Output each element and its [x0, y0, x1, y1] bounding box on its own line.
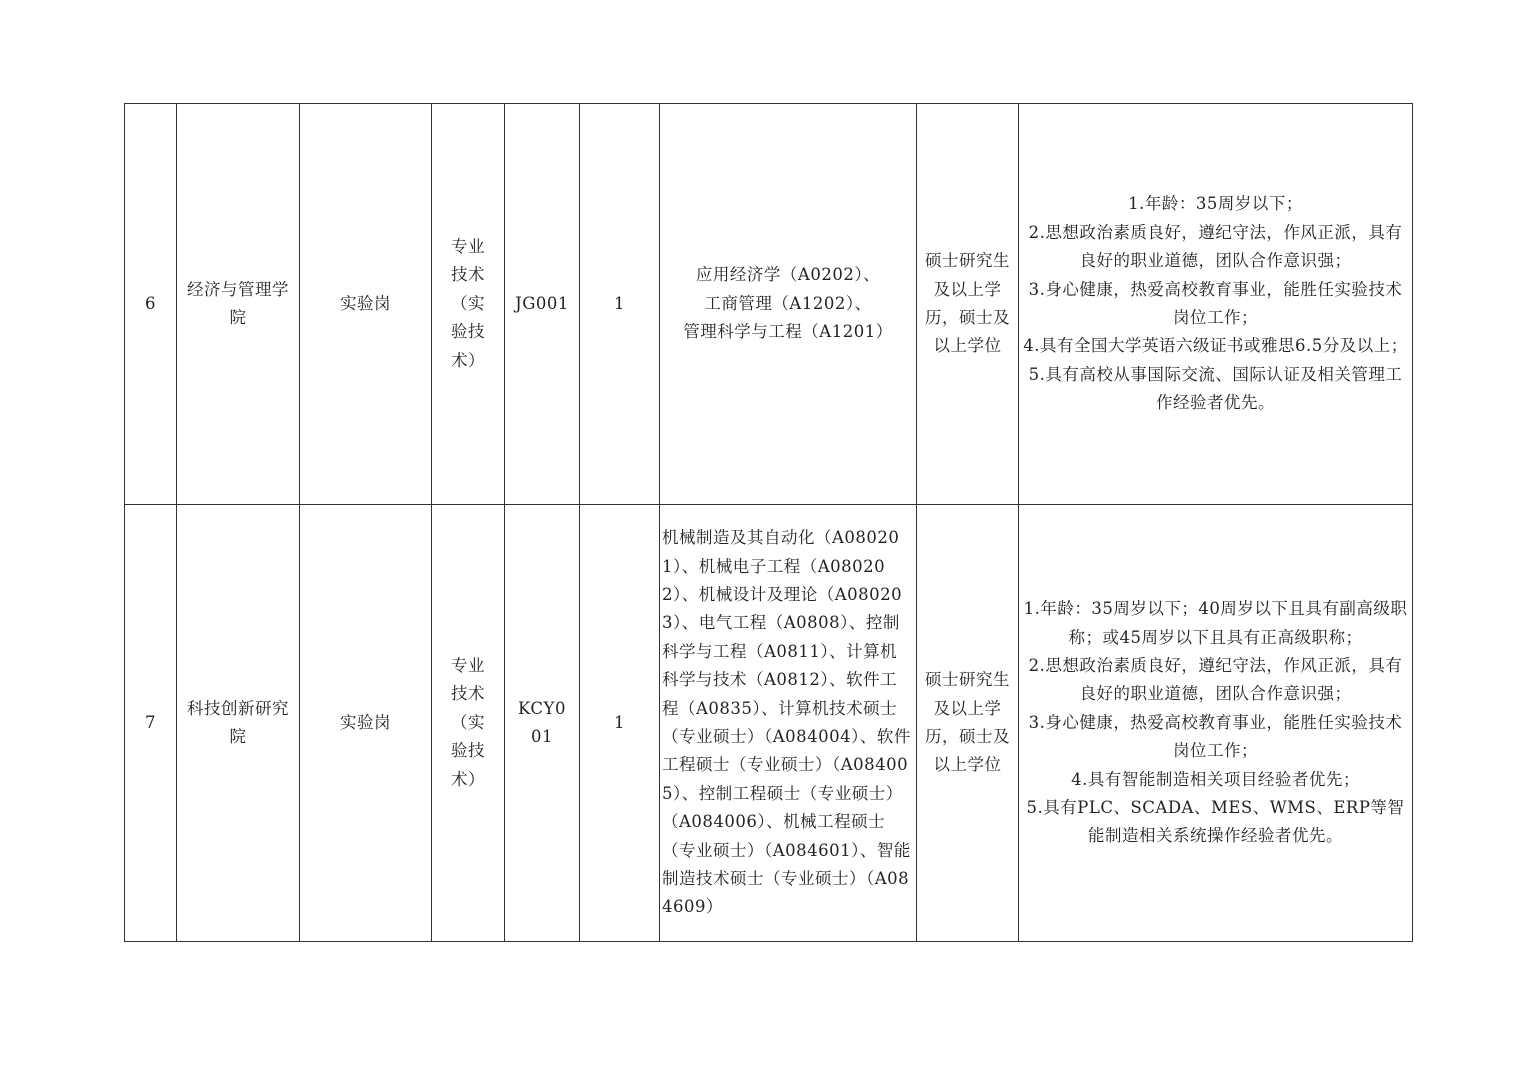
hire-count: 1	[580, 104, 660, 505]
table-row	[125, 104, 1413, 505]
other-requirements	[1019, 505, 1413, 942]
department: 经济与管理学院	[177, 104, 300, 505]
requirement-item: 4.具有智能制造相关项目经验者优先；	[1071, 769, 1360, 789]
department: 科技创新研究院	[177, 505, 300, 942]
row-number: 7	[125, 505, 177, 942]
position-category: 专业技术（实验技术）	[432, 505, 505, 942]
row-number: 6	[125, 104, 177, 505]
other-requirements	[1019, 104, 1413, 505]
major-requirements	[660, 505, 917, 942]
major-line: 管理科学与工程（A1201）	[683, 322, 893, 342]
major-line: 应用经济学（A0202）、	[695, 265, 881, 285]
requirement-item: 5.具有高校从事国际交流、国际认证及相关管理工作经验者优先。	[1028, 364, 1403, 413]
education-requirement: 硕士研究生及以上学历，硕士及以上学位	[917, 505, 1019, 942]
requirement-item: 1.年龄：35周岁以下；40周岁以下且具有副高级职称；或45周岁以下且具有正高级职称；	[1023, 599, 1408, 647]
requirement-item: 1.年龄：35周岁以下；	[1128, 194, 1303, 214]
requirement-item: 5.具有PLC、SCADA、MES、WMS、ERP等智能制造相关系统操作经验者优先。	[1026, 798, 1405, 846]
requirement-item: 2.思想政治素质良好，遵纪守法，作风正派，具有良好的职业道德，团队合作意识强；	[1028, 222, 1403, 271]
major-line: 工商管理（A1202）、	[704, 293, 872, 313]
education-requirement: 硕士研究生及以上学历，硕士及以上学位	[917, 104, 1019, 505]
position-type: 实验岗	[300, 505, 432, 942]
position-category: 专业技术（实验技术）	[432, 104, 505, 505]
position-code: KCY001	[505, 505, 580, 942]
requirement-item: 2.思想政治素质良好，遵纪守法，作风正派，具有良好的职业道德，团队合作意识强；	[1028, 655, 1403, 704]
requirement-item: 3.身心健康，热爱高校教育事业，能胜任实验技术岗位工作；	[1028, 279, 1403, 327]
recruitment-table	[124, 103, 1413, 942]
table-row	[125, 505, 1413, 942]
requirement-item: 4.具有全国大学英语六级证书或雅思6.5分及以上；	[1023, 336, 1408, 356]
hire-count: 1	[580, 505, 660, 942]
requirement-item: 3.身心健康，热爱高校教育事业，能胜任实验技术岗位工作；	[1028, 712, 1403, 761]
major-text: 机械制造及其自动化（A080201）、机械电子工程（A080202）、机械设计及理论（A080203）、电气工程（A0808）、控制科学与工程（A0811）、计算机科学与技术（A0812）、软件工程（A0835）、计算机技术硕士（专业硕士）（A084004）、软件工程硕士（专业硕士）（A084005）、控制工程硕士（专业硕士）（A084006）、机械工程硕士（专业硕士）（A084601）、智能制造技术硕士（专业硕士）（A084609）	[662, 528, 911, 917]
major-requirements	[660, 104, 917, 505]
position-type: 实验岗	[300, 104, 432, 505]
position-code: JG001	[505, 104, 580, 505]
